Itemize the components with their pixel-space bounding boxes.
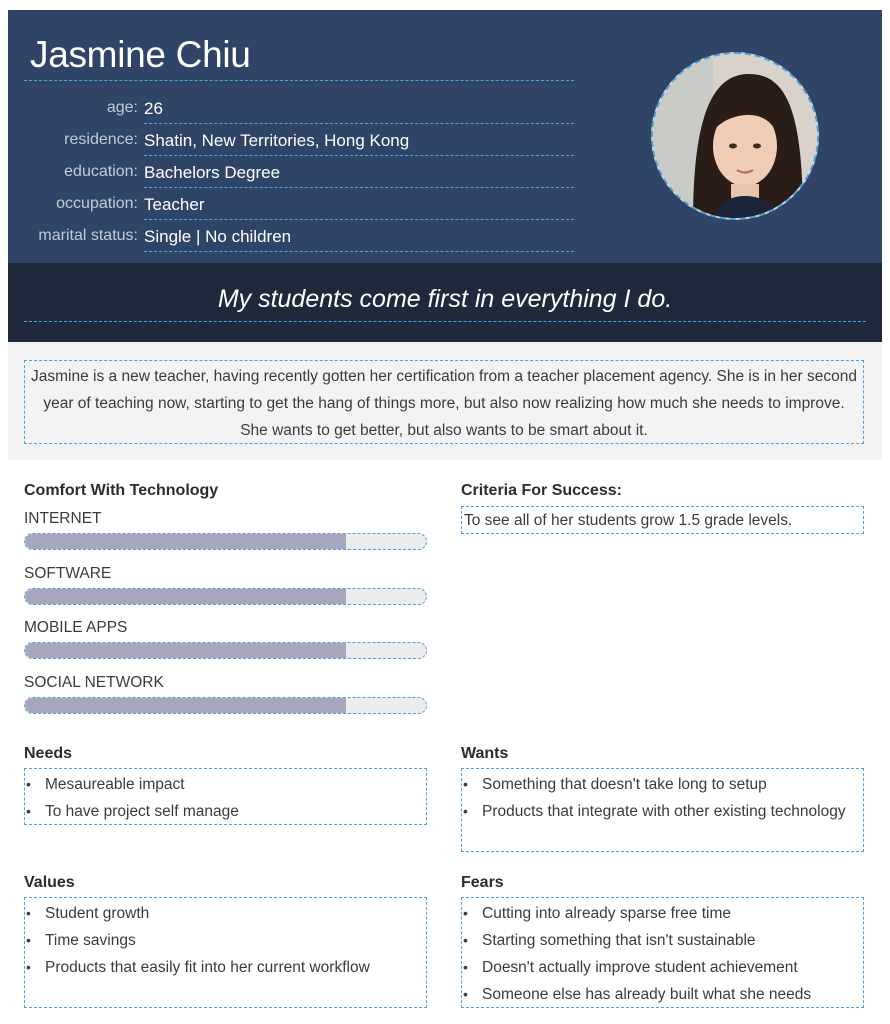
list-item: • Student growth xyxy=(25,900,426,927)
fears-list xyxy=(462,898,863,1008)
tech-label-software: SOFTWARE xyxy=(24,565,112,582)
attr-education xyxy=(8,156,574,188)
quote-underline xyxy=(24,321,866,322)
tech-label-social-network: SOCIAL NETWORK xyxy=(24,674,164,691)
attr-value: Shatin, New Territories, Hong Kong xyxy=(144,131,410,150)
criteria-title: Criteria For Success: xyxy=(461,482,622,499)
tech-label-mobile-apps: MOBILE APPS xyxy=(24,619,128,636)
attr-label: education: xyxy=(64,163,138,180)
attr-label: occupation: xyxy=(56,195,138,212)
name-underline xyxy=(24,80,574,81)
values-list xyxy=(25,898,426,981)
attr-occupation xyxy=(8,188,574,220)
needs-title: Needs xyxy=(24,745,73,762)
attr-value: Single | No children xyxy=(144,227,292,246)
attr-label: residence: xyxy=(64,131,138,148)
tech-bar-fill xyxy=(25,698,346,713)
needs-box xyxy=(24,768,427,825)
quote-bar xyxy=(8,263,882,342)
values-box xyxy=(24,897,427,1008)
list-item: • Products that integrate with other existing technology xyxy=(462,798,863,825)
wants-title: Wants xyxy=(461,745,509,762)
attr-value: 26 xyxy=(144,99,163,118)
attr-value: Bachelors Degree xyxy=(144,163,281,182)
list-item: • Starting something that isn't sustainable xyxy=(462,927,863,954)
attr-value: Teacher xyxy=(144,195,205,214)
avatar-photo xyxy=(653,54,819,220)
list-item: • Someone else has already built what she needs xyxy=(462,981,863,1008)
persona-header xyxy=(8,10,882,263)
attr-marital-status xyxy=(8,220,574,252)
tech-bar-fill xyxy=(25,643,346,658)
tech-bar-social-network xyxy=(24,697,427,714)
list-item: • To have project self manage xyxy=(25,798,426,825)
tech-bar-fill xyxy=(25,534,346,549)
list-item: • Time savings xyxy=(25,927,426,954)
fears-title: Fears xyxy=(461,874,504,891)
tech-bar-software xyxy=(24,588,427,605)
criteria-text: To see all of her students grow 1.5 grade levels. xyxy=(464,512,793,529)
list-item: • Doesn't actually improve student achievement xyxy=(462,954,863,981)
needs-list xyxy=(25,769,426,825)
fears-box xyxy=(461,897,864,1008)
list-item: • Something that doesn't take long to setup xyxy=(462,771,863,798)
attr-label: marital status: xyxy=(38,227,138,244)
wants-list xyxy=(462,769,863,825)
tech-label-internet: INTERNET xyxy=(24,510,102,527)
list-item: • Mesaureable impact xyxy=(25,771,426,798)
values-title: Values xyxy=(24,874,75,891)
attr-underline xyxy=(144,251,574,252)
list-item: • Cutting into already sparse free time xyxy=(462,900,863,927)
list-item: • Products that easily fit into her current workflow xyxy=(25,954,426,981)
criteria-box xyxy=(461,506,864,534)
attr-age xyxy=(8,92,574,124)
attr-residence xyxy=(8,124,574,156)
tech-bar-internet xyxy=(24,533,427,550)
attr-label: age: xyxy=(106,99,138,116)
persona-quote: My students come first in everything I do. xyxy=(217,285,673,313)
persona-name: Jasmine Chiu xyxy=(30,34,251,75)
tech-title: Comfort With Technology xyxy=(24,482,219,499)
bio-section xyxy=(8,342,882,460)
wants-box xyxy=(461,768,864,852)
persona-avatar xyxy=(651,52,819,220)
tech-bar-fill xyxy=(25,589,346,604)
persona-bio: Jasmine is a new teacher, having recently gotten her certification from a teacher placement agency. She is in her second year of teaching now, starting to get the hang of things more, but also now realizing how much she needs to improve. She wants to get better, but also wants to be smart about it. xyxy=(24,360,864,444)
tech-bar-mobile-apps xyxy=(24,642,427,659)
